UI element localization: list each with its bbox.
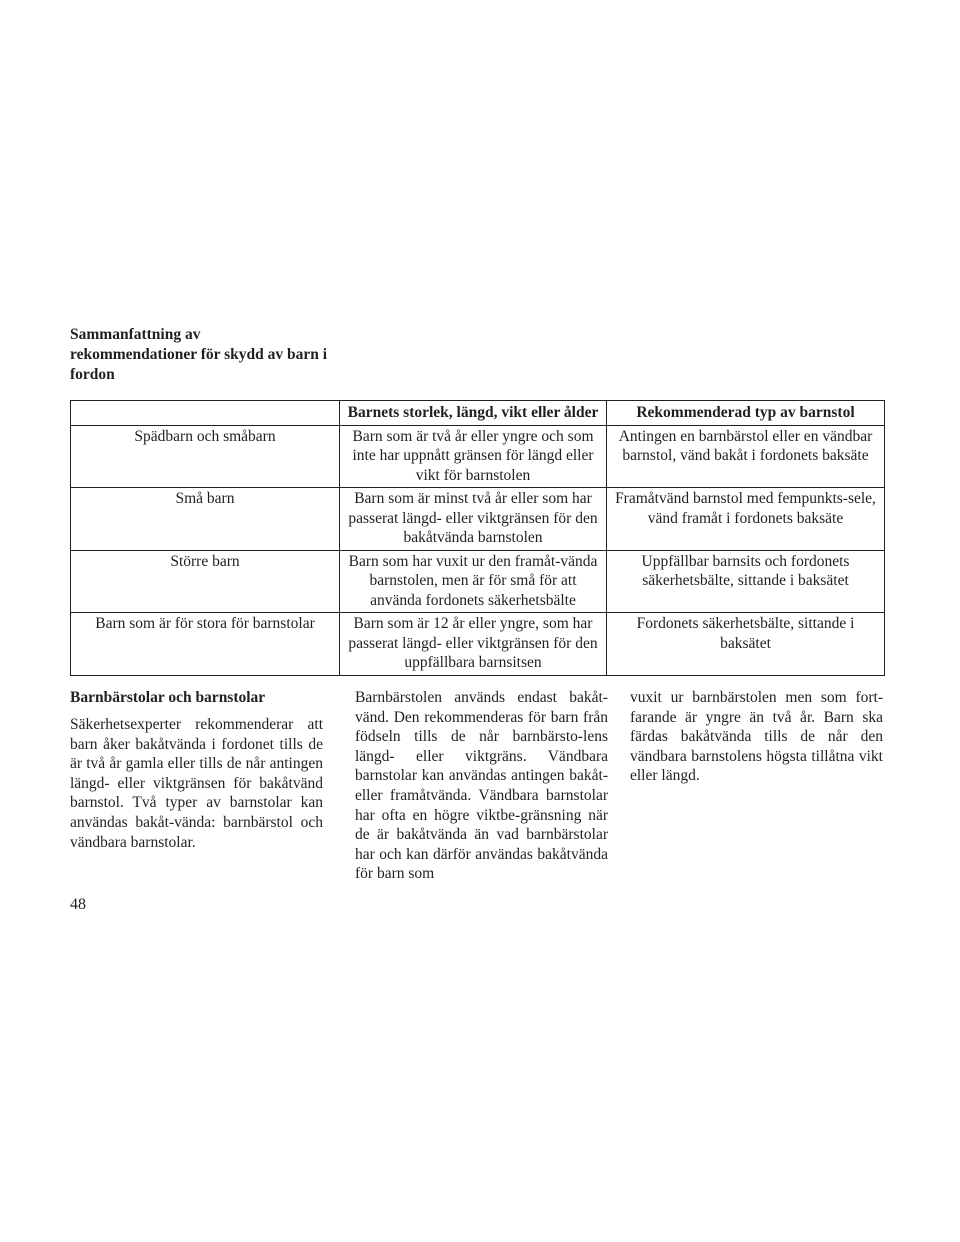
table-cell: Barn som har vuxit ur den framåt-vända barnstolen, men är för små för att använda fordonets säkerhetsbälte bbox=[340, 550, 607, 613]
section-title: Barnbärstolar och barnstolar bbox=[70, 689, 266, 706]
body-paragraph: Säkerhetsexperter rekommenderar att barn åker bakåtvända i fordonet tills de är två år gamla eller tills de når antingen längd- eller viktgränsen för bakåtvänd barnstol. Två typer av barnstolar kan användas bakåt-vända: barnbärstol och vändbara barnstolar. bbox=[70, 716, 323, 851]
table-cell: Barn som är två år eller yngre och som inte har uppnått gränsen för längd eller vikt för barnstolen bbox=[340, 425, 607, 488]
table-cell: Barn som är 12 år eller yngre, som har passerat längd- eller viktgränsen för den uppfällbara barnsitsen bbox=[340, 613, 607, 676]
table-header-row bbox=[71, 401, 885, 426]
text-column-1 bbox=[70, 688, 323, 852]
table-cell: Barn som är minst två år eller som har passerat längd- eller viktgränsen för den bakåtvända barnstolen bbox=[340, 488, 607, 551]
table-header-cell bbox=[71, 401, 340, 426]
table-cell: Fordonets säkerhetsbälte, sittande i baksätet bbox=[607, 613, 885, 676]
table-row bbox=[71, 613, 885, 676]
table-row bbox=[71, 488, 885, 551]
body-paragraph: Barnbärstolen används endast bakåt-vänd. Den rekommenderas för barn från födseln tills de når barnbärsto-lens längd- eller viktgräns. Vändbara barnstolar kan användas antingen bakåt- eller framåtvända. Vändbara barnstolar har ofta en högre viktbe-gränsning när de är bakåtvända än vad barnbärstolar har och kan därför användas bakåtvända för barn som bbox=[355, 689, 608, 883]
table-cell: Uppfällbar barnsits och fordonets säkerhetsbälte, sittande i baksätet bbox=[607, 550, 885, 613]
table-cell: Barn som är för stora för barnstolar bbox=[71, 613, 340, 676]
section-heading: Sammanfattning av rekommendationer för skydd av barn i fordon bbox=[70, 326, 328, 383]
child-restraint-summary-table bbox=[70, 400, 885, 676]
page-number: 48 bbox=[70, 896, 86, 913]
table-cell: Antingen en barnbärstol eller en vändbar barnstol, vänd bakåt i fordonets baksäte bbox=[607, 425, 885, 488]
body-paragraph: vuxit ur barnbärstolen men som fort-farande är yngre än två år. Barn ska färdas bakåtvända tills de når den vändbara barnstolens högsta tillåtna vikt eller längd. bbox=[630, 689, 883, 785]
table-header-cell: Barnets storlek, längd, vikt eller ålder bbox=[340, 401, 607, 426]
table-row bbox=[71, 550, 885, 613]
table-cell: Större barn bbox=[71, 550, 340, 613]
table-cell: Framåtvänd barnstol med fempunkts-sele, vänd framåt i fordonets baksäte bbox=[607, 488, 885, 551]
table-header-cell: Rekommenderad typ av barnstol bbox=[607, 401, 885, 426]
table-row bbox=[71, 425, 885, 488]
text-column-2 bbox=[355, 688, 608, 884]
table-cell: Spädbarn och småbarn bbox=[71, 425, 340, 488]
text-column-3 bbox=[630, 688, 883, 786]
table-cell: Små barn bbox=[71, 488, 340, 551]
